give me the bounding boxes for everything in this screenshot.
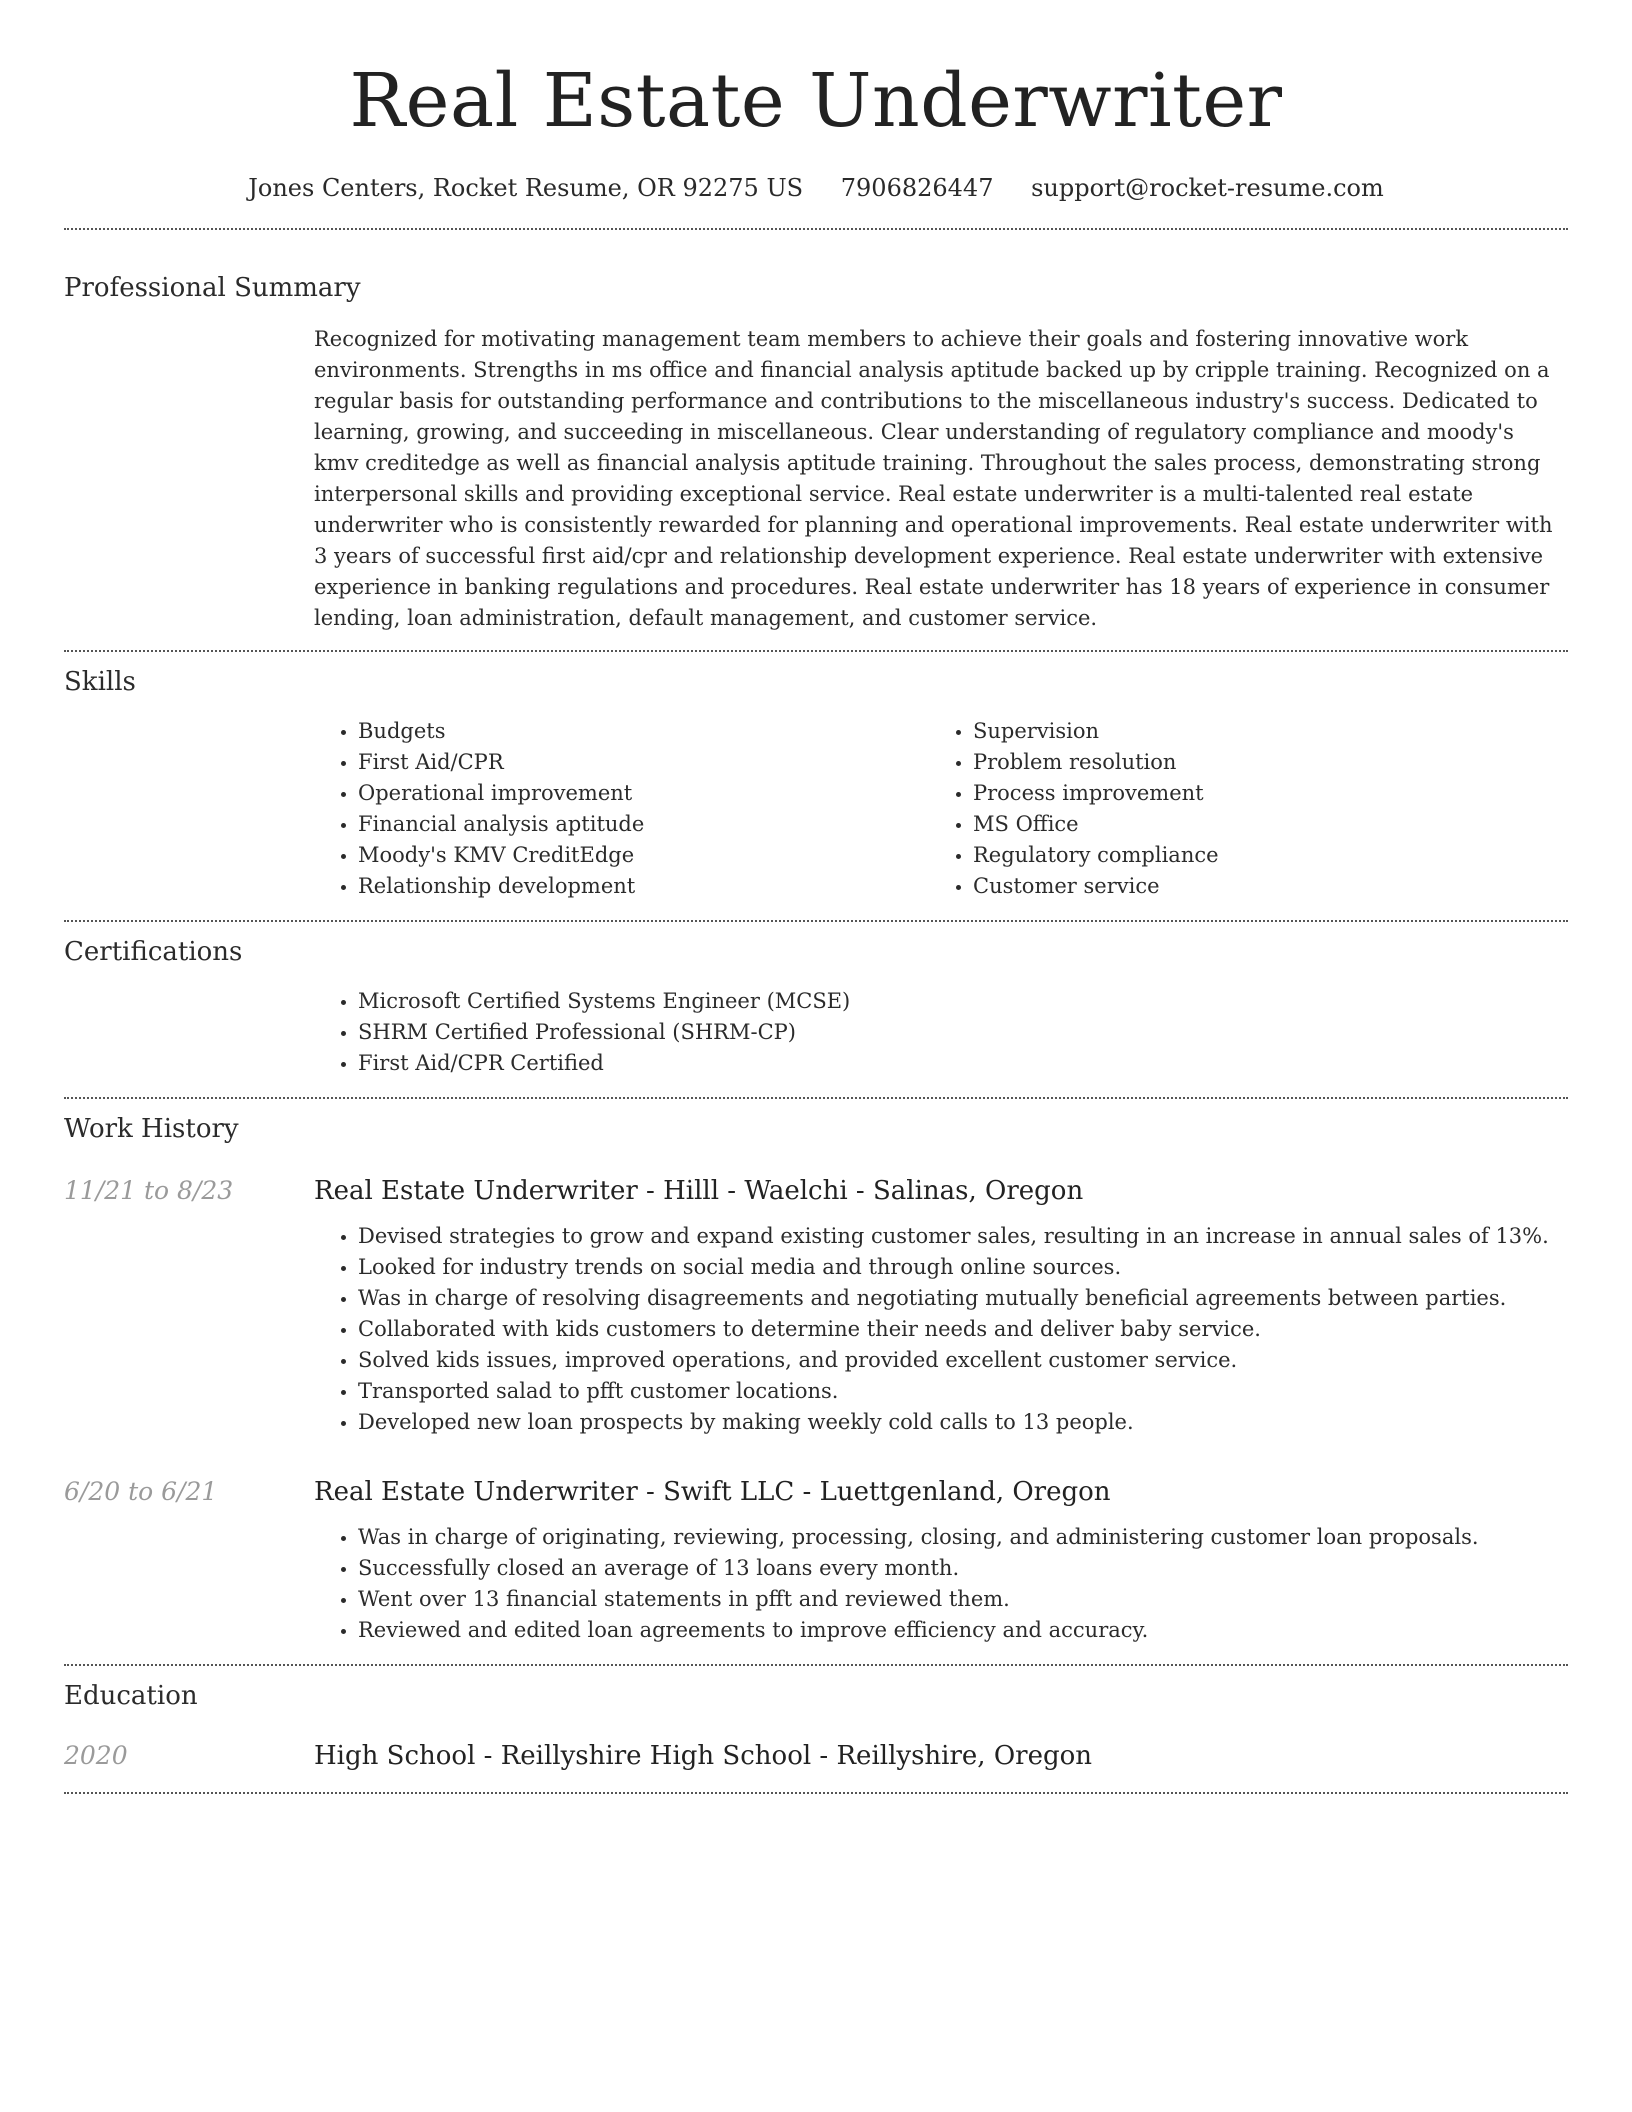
education-heading: High School - Reillyshire High School - Reillyshire, Oregon: [314, 1741, 1092, 1771]
skill-item: • Relationship development: [358, 871, 929, 902]
contact-email: support@rocket-resume.com: [1031, 174, 1384, 202]
job-bullet: • Looked for industry trends on social media and through online sources.: [358, 1252, 1568, 1283]
job-bullet: • Developed new loan prospects by making weekly cold calls to 13 people.: [358, 1407, 1568, 1438]
education-entry: [64, 1738, 1568, 1774]
skill-item: • Customer service: [973, 871, 1544, 902]
skill-item: • Supervision: [973, 716, 1544, 747]
job-bullet: • Successfully closed an average of 13 loans every month.: [358, 1553, 1568, 1584]
job-bullet: • Solved kids issues, improved operations, and provided excellent customer service.: [358, 1345, 1568, 1376]
job-bullet: • Was in charge of originating, reviewing, processing, closing, and administering customer loan proposals.: [358, 1522, 1568, 1553]
resume-page: [64, 0, 1568, 1794]
skill-item: • Budgets: [358, 716, 929, 747]
skill-item: • Problem resolution: [973, 747, 1544, 778]
contact-line: [64, 168, 1568, 208]
skill-item: • Moody's KMV CreditEdge: [358, 840, 929, 871]
work-history-section: [64, 1099, 1568, 1664]
job-heading: Real Estate Underwriter - Swift LLC - Luettgenland, Oregon: [314, 1477, 1111, 1507]
job-dates: 11/21 to 8/23: [64, 1176, 234, 1205]
skill-item: • Operational improvement: [358, 778, 929, 809]
section-title-education: Education: [64, 1681, 198, 1711]
job-bullet: • Transported salad to pfft customer locations.: [358, 1376, 1568, 1407]
skills-column-left: [314, 716, 929, 902]
summary-section: [64, 230, 1568, 650]
job-entry: [64, 1474, 1568, 1646]
skill-item: • Regulatory compliance: [973, 840, 1544, 871]
skills-columns: [314, 716, 1568, 902]
divider: [64, 1792, 1568, 1794]
section-title-work-history: Work History: [64, 1114, 239, 1144]
skill-item: • Financial analysis aptitude: [358, 809, 929, 840]
job-bullet: • Devised strategies to grow and expand existing customer sales, resulting in an increase in annual sales of 13%.: [358, 1221, 1568, 1252]
certification-item: • Microsoft Certified Systems Engineer (MCSE): [358, 986, 1568, 1017]
section-title-skills: Skills: [64, 667, 136, 697]
job-bullet: • Collaborated with kids customers to determine their needs and deliver baby service.: [358, 1314, 1568, 1345]
skills-column-right: [929, 716, 1544, 902]
job-bullets: [314, 1522, 1568, 1646]
certifications-section: [64, 922, 1568, 1097]
resume-name: Real Estate Underwriter: [349, 58, 1283, 144]
skills-section: [64, 652, 1568, 920]
contact-address: Jones Centers, Rocket Resume, OR 92275 US: [248, 174, 804, 202]
job-bullet: • Reviewed and edited loan agreements to improve efficiency and accuracy.: [358, 1615, 1568, 1646]
job-bullets: [314, 1221, 1568, 1438]
contact-phone: 7906826447: [840, 174, 994, 202]
job-heading: Real Estate Underwriter - Hilll - Waelchi - Salinas, Oregon: [314, 1176, 1084, 1206]
education-year: 2020: [64, 1741, 128, 1770]
skill-item: • First Aid/CPR: [358, 747, 929, 778]
job-entry: [64, 1173, 1568, 1438]
job-bullet: • Went over 13 financial statements in pfft and reviewed them.: [358, 1584, 1568, 1615]
education-section: [64, 1666, 1568, 1792]
skill-item: • Process improvement: [973, 778, 1544, 809]
section-title-summary: Professional Summary: [64, 273, 361, 303]
job-details: [314, 1474, 1568, 1646]
certification-item: • First Aid/CPR Certified: [358, 1048, 1568, 1079]
certifications-list: [314, 986, 1568, 1079]
skill-item: • MS Office: [973, 809, 1544, 840]
section-title-certifications: Certifications: [64, 937, 243, 967]
job-dates: 6/20 to 6/21: [64, 1477, 218, 1506]
job-details: [314, 1173, 1568, 1438]
certification-item: • SHRM Certified Professional (SHRM-CP): [358, 1017, 1568, 1048]
summary-text: Recognized for motivating management team members to achieve their goals and fostering innovative work environments. Strengths in ms office and financial analysis aptitude backed up by cripple training. Recognized on a regular basis for outstanding performance and contributions to the miscellaneous industry's success. Dedicated to learning, growing, and succeeding in miscellaneous. Clear understanding of regulatory compliance and moody's kmv creditedge as well as financial analysis aptitude training. Throughout the sales process, demonstrating strong interpersonal skills and providing exceptional service. Real estate underwriter is a multi-talented real estate underwriter who is consistently rewarded for planning and operational improvements. Real estate underwriter with 3 years of successful first aid/cpr and relationship development experience. Real estate underwriter with extensive experience in banking regulations and procedures. Real estate underwriter has 18 years of experience in consumer lending, loan administration, default management, and customer service.: [314, 327, 1553, 630]
job-bullet: • Was in charge of resolving disagreements and negotiating mutually beneficial agreements between parties.: [358, 1283, 1568, 1314]
